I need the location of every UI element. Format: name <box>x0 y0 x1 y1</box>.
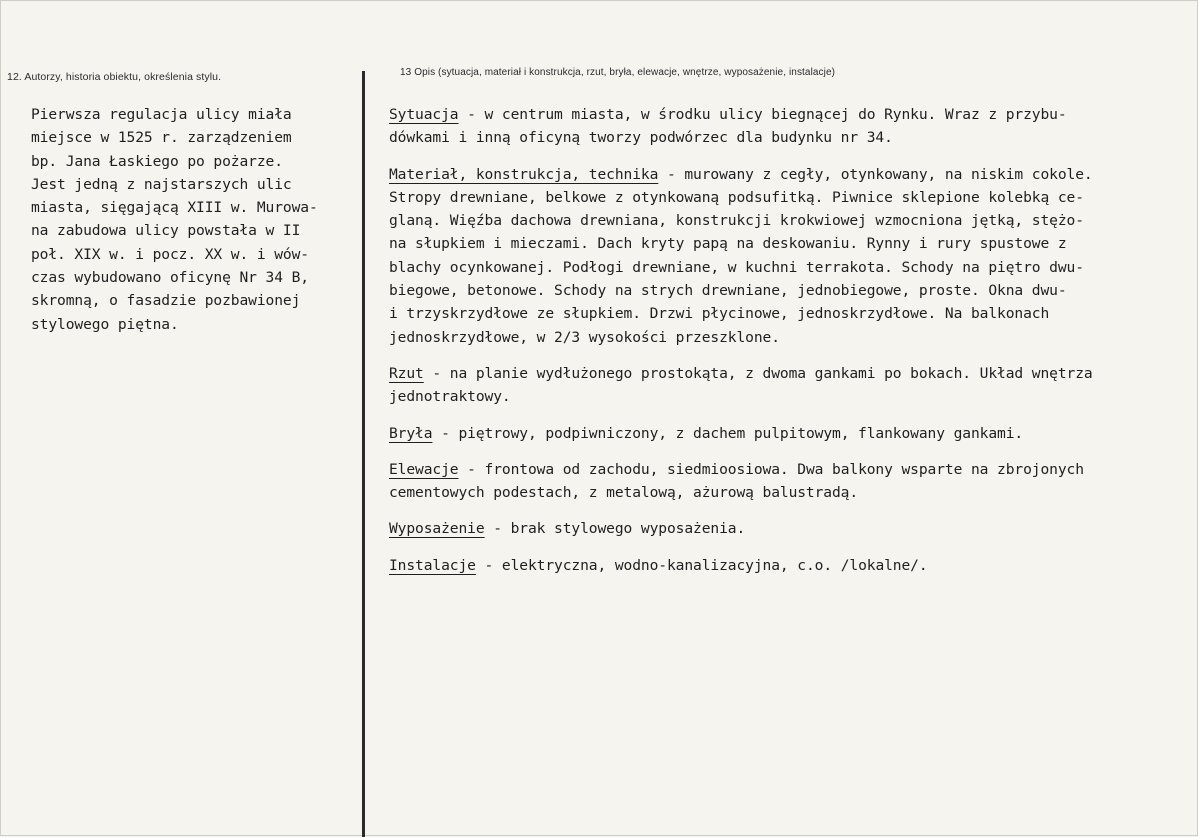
history-line: skromną, o fasadzie pozbawionej <box>31 292 301 310</box>
section-text: - piętrowy, podpiwniczony, z dachem pulpitowym, flankowany gankami. <box>432 424 1024 442</box>
section-wyposazenie <box>389 517 1197 540</box>
history-line: czas wybudowano oficynę Nr 34 B, <box>31 269 309 287</box>
section-instalacje <box>389 554 1197 577</box>
history-line: miejsce w 1525 r. zarządzeniem <box>31 129 292 147</box>
section-label: Instalacje <box>389 556 476 574</box>
section-text: dówkami i inną oficyną tworzy podwórzec dla budynku nr 34. <box>389 129 893 147</box>
section-label: Wyposażenie <box>389 520 485 538</box>
section-text: cementowych podestach, z metalową, ażurową balustradą. <box>389 484 859 502</box>
section-label: Sytuacja <box>389 106 459 123</box>
section-label: Elewacje <box>389 460 459 478</box>
section-sytuacja <box>389 103 1197 150</box>
section-text: - w centrum miasta, w środku ulicy biegnącej do Rynku. Wraz z przybu- <box>458 106 1067 123</box>
description-text <box>389 103 1197 590</box>
history-line: Pierwsza regulacja ulicy miała <box>31 106 292 123</box>
section-text: glaną. Więźba dachowa drewniana, konstrukcji krokwiowej wzmocniona jętką, stężo- <box>389 212 1084 230</box>
history-line: miasta, sięgającą XIII w. Murowa- <box>31 199 318 217</box>
section-text: - frontowa od zachodu, siedmioosiowa. Dwa balkony wsparte na zbrojonych <box>458 460 1084 478</box>
history-line: poł. XIX w. i pocz. XX w. i wów- <box>31 245 309 263</box>
history-line: Jest jedną z najstarszych ulic <box>31 175 292 193</box>
section-text: - brak stylowego wyposażenia. <box>484 520 746 538</box>
section-text: - na planie wydłużonego prostokąta, z dwoma gankami po bokach. Układ wnętrza <box>423 364 1093 382</box>
section-bryla <box>389 422 1197 445</box>
left-column-header: 12. Autorzy, historia obiektu, określenia stylu. <box>7 71 222 83</box>
section-text: - elektryczna, wodno-kanalizacyjna, c.o. /lokalne/. <box>475 556 928 574</box>
history-line: bp. Jana Łaskiego po pożarze. <box>31 152 283 170</box>
right-column-header: 13 Opis (sytuacja, materiał i konstrukcja, rzut, bryła, elewacje, wnętrze, wyposażenie, instalacje) <box>400 67 836 78</box>
section-text: Stropy drewniane, belkowe z otynkowaną podsufitką. Piwnice sklepione kolebką ce- <box>389 188 1084 206</box>
section-rzut <box>389 362 1197 409</box>
section-text: jednoskrzydłowe, w 2/3 wysokości przeszklone. <box>389 328 780 346</box>
history-text <box>31 103 356 336</box>
section-text: jednotraktowy. <box>389 388 511 406</box>
history-line: na zabudowa ulicy powstała w II <box>31 222 301 240</box>
section-text: biegowe, betonowe. Schody na strych drewniane, jednobiegowe, proste. Okna dwu- <box>389 282 1067 300</box>
section-material <box>389 163 1197 349</box>
section-text: na słupkiem i mieczami. Dach kryty papą na deskowaniu. Rynny i rury spustowe z <box>389 235 1067 253</box>
section-elewacje <box>389 458 1197 505</box>
section-text: blachy ocynkowanej. Podłogi drewniane, w kuchni terrakota. Schody na piętro dwu- <box>389 258 1084 276</box>
section-label: Rzut <box>389 364 424 382</box>
section-text: - murowany z cegły, otynkowany, na niskim cokole. <box>658 165 1093 183</box>
section-text: i trzyskrzydłowe ze słupkiem. Drzwi płycinowe, jednoskrzydłowe. Na balkonach <box>389 305 1050 323</box>
section-label: Bryła <box>389 424 433 442</box>
section-label: Materiał, konstrukcja, technika <box>389 165 659 183</box>
column-divider <box>362 71 365 837</box>
history-line: stylowego piętna. <box>31 315 179 333</box>
